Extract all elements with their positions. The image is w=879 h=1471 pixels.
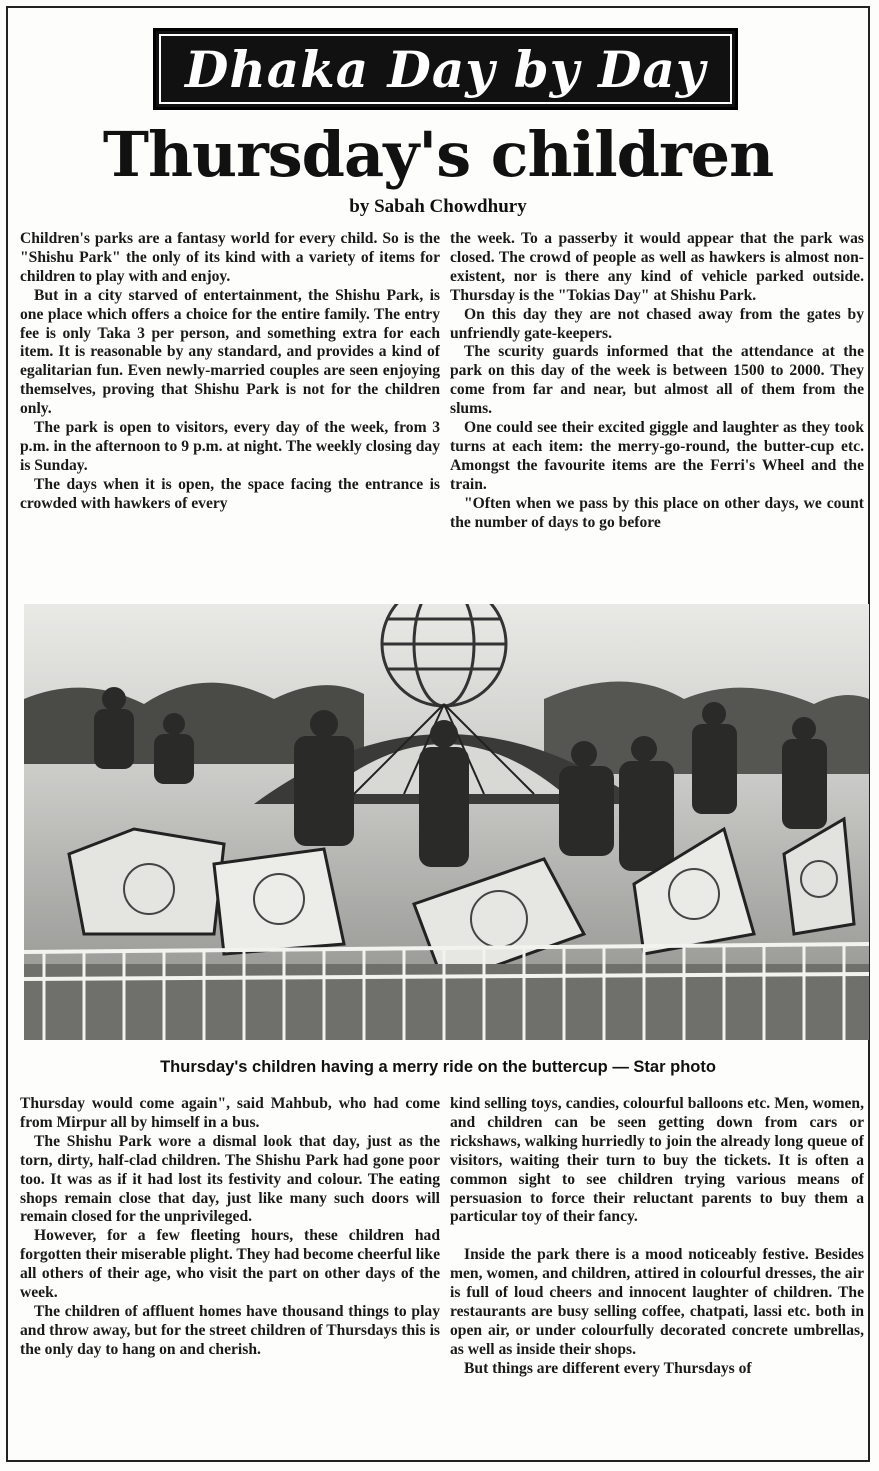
article-column-4 <box>450 1095 864 1469</box>
paragraph: The days when it is open, the space facing the entrance is crowded with hawkers of every <box>20 475 440 512</box>
paragraph: The children of affluent homes have thousand things to play and throw away, but for the street children of Thursdays this is the only day to hang on and cherish. <box>20 1302 440 1358</box>
paragraph: "Often when we pass by this place on other days, we count the number of days to go before <box>450 494 864 531</box>
paragraph: On this day they are not chased away from the gates by unfriendly gate-keepers. <box>450 305 864 342</box>
paragraph: One could see their excited giggle and laughter as they took turns at each item: the merry-go-round, the butter-cup etc. Amongst the favourite items are the Ferri's Wheel and the train. <box>450 419 864 493</box>
paragraph: Thursday would come again", said Mahbub, who had come from Mirpur all by himself in a bus. <box>20 1095 440 1131</box>
article-column-1 <box>20 230 440 596</box>
newspaper-page <box>6 6 870 1462</box>
paragraph: The scurity guards informed that the attendance at the park on this day of the week is between 1500 to 2000. They come from far and near, but almost all of them from the slums. <box>450 343 864 418</box>
section-masthead: Dhaka Day by Day <box>153 28 738 110</box>
article-column-3 <box>20 1095 440 1469</box>
merry-go-round-photo <box>24 604 869 1040</box>
photo-caption: Thursday's children having a merry ride on the buttercup — Star photo <box>160 1058 716 1076</box>
paragraph: The park is open to visitors, every day of the week, from 3 p.m. in the afternoon to 9 p.m. at night. The weekly closing day is Sunday. <box>20 419 440 474</box>
paragraph: kind selling toys, candies, colourful balloons etc. Men, women, and children can be seen getting down from cars or rickshaws, walking hurriedly to join the already long queue of visitors, waiting their turn to buy the tickets. It is often a common sight to see children trying various means of persuasion to force their reluctant parents to buy them a particular toy of their fancy. <box>450 1095 864 1226</box>
paragraph: The Shishu Park wore a dismal look that day, just as the torn, dirty, half-clad children. The Shishu Park had gone poor too. It was as if it had lost its festivity and colour. The eating shops remain close that day, just like many such doors will remain closed for the unprivileged. <box>20 1132 440 1226</box>
paragraph: But things are different every Thursdays of <box>464 1359 752 1377</box>
article-headline: Thursday's children <box>102 118 774 191</box>
article-byline: by Sabah Chowdhury <box>349 196 527 217</box>
paragraph: Children's parks are a fantasy world for every child. So is the "Shishu Park" the only of its kind with a variety of items for children to play with and enjoy. <box>20 230 440 285</box>
paragraph: the week. To a passerby it would appear that the park was closed. The crowd of people as well as hawkers is almost non-existent, nor is there any kind of vehicle parked outside. Thursday is the "Tokias Day" at Shishu Park. <box>450 230 864 304</box>
paragraph: Inside the park there is a mood noticeably festive. Besides men, women, and children, attired in colourful dresses, the air is full of loud cheers and innocent laughter of children. The restaurants are busy selling coffee, chatpati, lassi etc. both in open air, or under colourfully decorated concrete umbrellas, as well as inside their shops. <box>450 1246 864 1358</box>
article-column-2 <box>450 230 864 596</box>
paragraph: However, for a few fleeting hours, these children had forgotten their miserable plight. They had become cheerful like all others of their age, who visit the part on other days of the week. <box>20 1227 440 1302</box>
paragraph: But in a city starved of entertainment, the Shishu Park, is one place which offers a choice for the entire family. The entry fee is only Taka 3 per person, and something extra for each item. It is reasonable by any standard, and provides a kind of egalitarian fun. Even newly-married couples are seen enjoying themselves, proving that Shishu Park is not for the children only. <box>20 286 440 418</box>
